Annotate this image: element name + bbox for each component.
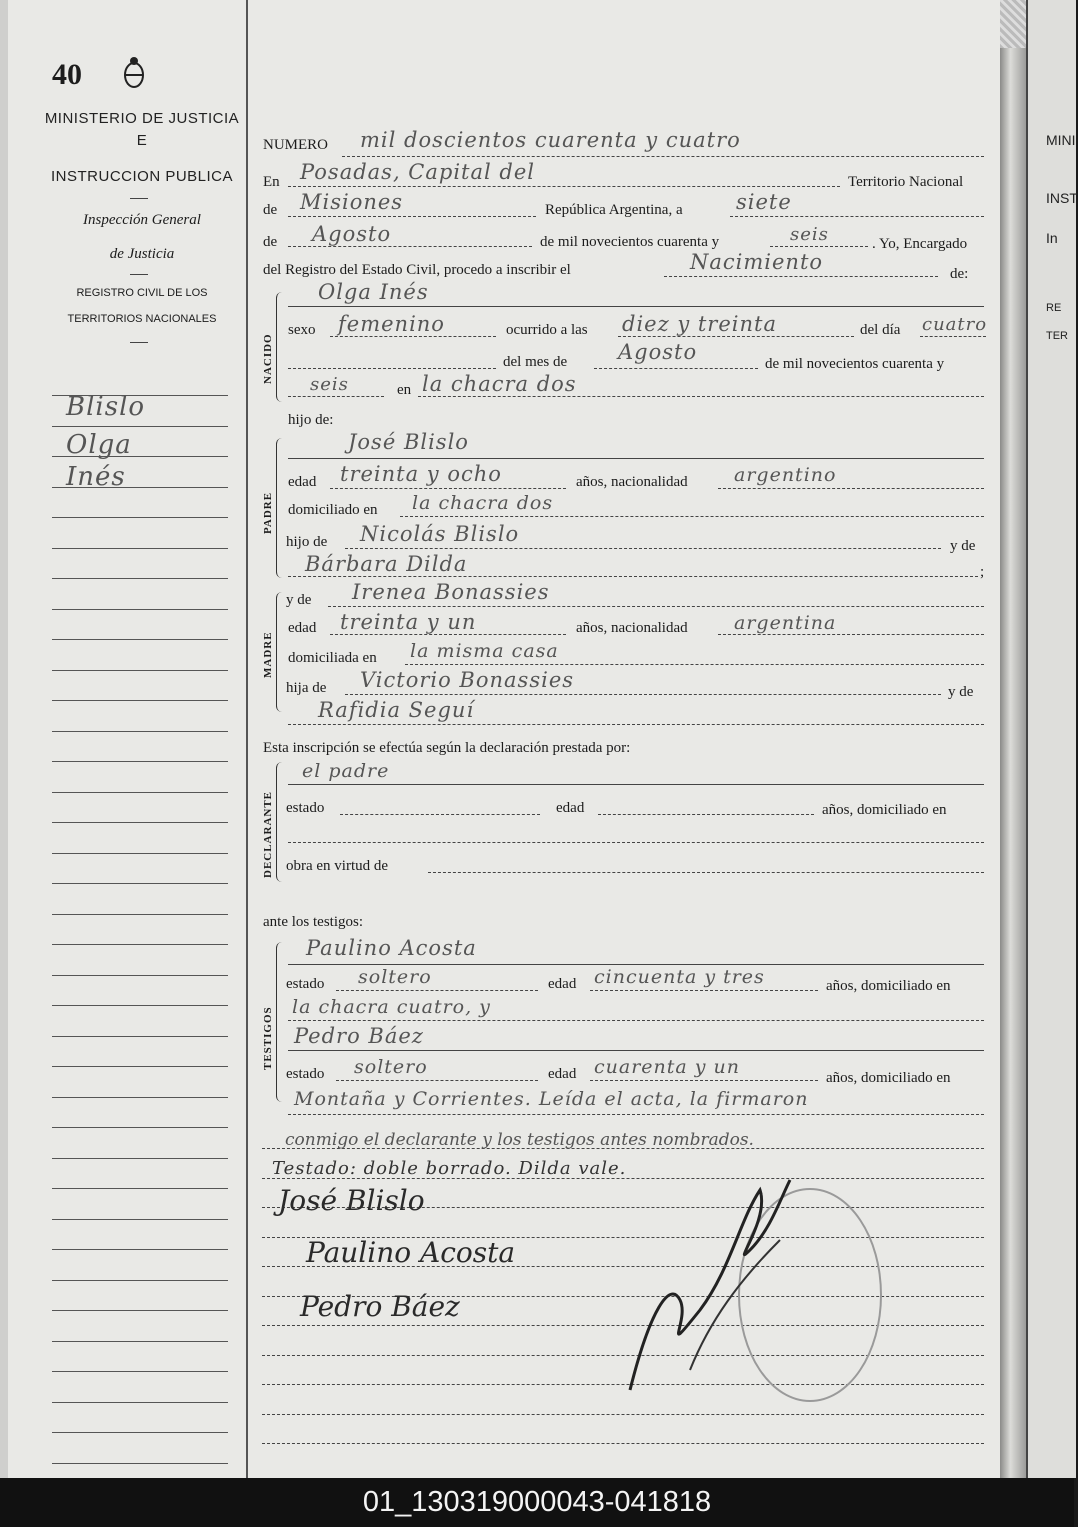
rule <box>590 1080 818 1081</box>
testigos-label: ante los testigos: <box>263 914 363 930</box>
rule <box>345 548 941 549</box>
acto-value: Nacimiento <box>690 250 824 274</box>
margin-rule <box>52 1219 228 1220</box>
de-colon: de: <box>950 266 969 282</box>
rule <box>920 336 986 337</box>
rule <box>330 488 566 489</box>
next-page-text: In <box>1046 230 1058 246</box>
testigo1-edad-value: cincuenta y tres <box>594 966 765 988</box>
y-de-label: y de <box>948 684 974 700</box>
testigo1-dom-value: la chacra cuatro, y <box>292 996 491 1018</box>
nacido-section-label: NACIDO <box>262 333 274 384</box>
rule <box>405 664 984 665</box>
rule <box>330 634 566 635</box>
signature-father: José Blislo <box>278 1184 425 1217</box>
en-label: En <box>263 174 280 190</box>
nombre-value: Olga Inés <box>318 280 429 304</box>
rule <box>342 156 984 157</box>
en-lugar-label: en <box>397 382 412 398</box>
margin-rule <box>52 1127 228 1128</box>
rule <box>345 694 941 695</box>
ocurrido-label: ocurrido a las <box>506 322 588 338</box>
rule <box>418 396 984 397</box>
numero-label: NUMERO <box>263 137 329 153</box>
padre-edad-value: treinta y ocho <box>340 462 502 486</box>
testigo2-estado-value: soltero <box>354 1056 428 1078</box>
rule <box>336 990 538 991</box>
rule <box>590 990 818 991</box>
testado-text: Testado: doble borrado. Dilda vale. <box>272 1158 627 1179</box>
section-brace <box>276 942 283 1102</box>
rule <box>770 246 868 247</box>
next-page-edge <box>1026 0 1076 1478</box>
de-label: de <box>263 234 278 250</box>
padre-padre-value: Nicolás Blislo <box>360 522 520 546</box>
rule <box>288 368 496 369</box>
declarante-section-label: DECLARANTE <box>262 790 274 878</box>
divider <box>130 198 148 199</box>
margin-rule <box>52 914 228 915</box>
rule <box>288 1020 984 1021</box>
divider <box>130 274 148 275</box>
rule <box>288 576 978 577</box>
territorio-label: Territorio Nacional <box>848 174 964 190</box>
next-page-text: INST <box>1046 190 1078 206</box>
republica-label: República Argentina, a <box>545 202 683 218</box>
rule <box>288 724 984 725</box>
coat-of-arms-icon <box>122 55 146 89</box>
margin-rule <box>52 1371 228 1372</box>
estado-label: estado <box>286 1066 325 1082</box>
hija-de-label: hija de <box>286 680 327 696</box>
madre-section-label: MADRE <box>262 631 274 678</box>
rule <box>288 306 984 307</box>
margin-rule <box>52 975 228 976</box>
y-de-label: y de <box>286 592 312 608</box>
madre-padre-value: Victorio Bonassies <box>360 668 575 692</box>
registry-line: REGISTRO CIVIL DE LOS <box>76 287 208 299</box>
anios-dom-label: años, domiciliado en <box>822 802 947 818</box>
madre-edad-value: treinta y un <box>340 610 477 634</box>
margin-rule <box>52 609 228 610</box>
rule <box>288 1050 984 1051</box>
margin-rule <box>52 792 228 793</box>
madre-dom-value: la misma casa <box>410 640 559 662</box>
margin-rule <box>52 1036 228 1037</box>
anio-value: seis <box>790 224 829 245</box>
dia-value: siete <box>736 190 792 214</box>
margin-rule <box>52 944 228 945</box>
margin-rule <box>52 1341 228 1342</box>
ministry-line: MINISTERIO DE JUSTICIA <box>44 110 240 127</box>
rule <box>336 1080 538 1081</box>
lugar-value: la chacra dos <box>422 372 577 396</box>
encargado-label: . Yo, Encargado <box>872 236 968 252</box>
rule <box>598 814 814 815</box>
rule <box>288 1114 984 1115</box>
rule <box>718 488 984 489</box>
en-value: Posadas, Capital del <box>300 160 535 184</box>
rule <box>262 1443 984 1444</box>
section-brace <box>276 438 283 578</box>
madre-value: Irenea Bonassies <box>352 580 550 604</box>
margin-rule <box>52 1158 228 1159</box>
margin-rule <box>52 670 228 671</box>
mes-nac-value: Agosto <box>618 340 698 364</box>
anios-dom-label: años, domiciliado en <box>826 1070 951 1086</box>
declarante-value: el padre <box>302 760 390 782</box>
edad-label: edad <box>548 1066 577 1082</box>
margin-rule <box>52 731 228 732</box>
mil-label: de mil novecientos cuarenta y <box>540 234 720 250</box>
rule <box>288 186 840 187</box>
testigo2-dom-value: Montaña y Corrientes. Leída el acta, la firmaron <box>294 1088 809 1110</box>
hijo-label: hijo de: <box>288 412 334 428</box>
rule <box>718 634 984 635</box>
estado-label: estado <box>286 976 325 992</box>
inscripcion-label: Esta inscripción se efectúa según la declaración prestada por: <box>263 740 631 756</box>
anios-nac-label: años, nacionalidad <box>576 620 688 636</box>
del-mes-label: del mes de <box>503 354 568 370</box>
margin-rule <box>52 1432 228 1433</box>
margin-rule <box>52 548 228 549</box>
numero-value: mil doscientos cuarenta y cuatro <box>360 128 741 152</box>
mes-value: Agosto <box>312 222 392 246</box>
section-brace <box>276 292 283 402</box>
inspection-line: de Justicia <box>109 246 175 262</box>
rule <box>262 1414 984 1415</box>
testigo2-edad-value: cuarenta y un <box>594 1056 741 1078</box>
anios-nac-label: años, nacionalidad <box>576 474 688 490</box>
page-gutter <box>1000 0 1026 1478</box>
provincia-value: Misiones <box>300 190 404 214</box>
margin-annotation: Inés <box>66 462 126 492</box>
margin-rule <box>52 883 228 884</box>
testigo2-value: Pedro Báez <box>294 1024 424 1048</box>
rule <box>594 368 758 369</box>
next-page-text: MINI <box>1046 132 1076 148</box>
registro-label: del Registro del Estado Civil, procedo a inscribir el <box>263 262 571 278</box>
rule <box>288 216 536 217</box>
dia-nac-value: cuatro <box>922 314 988 335</box>
margin-rule <box>52 1097 228 1098</box>
official-signature <box>610 1160 810 1410</box>
domiciliado-label: domiciliado en <box>288 502 378 518</box>
padre-dom-value: la chacra dos <box>412 492 554 514</box>
padre-madre-value: Bárbara Dilda <box>305 552 468 576</box>
anios-dom-label: años, domiciliado en <box>826 978 951 994</box>
margin-rule <box>52 1188 228 1189</box>
padre-section-label: PADRE <box>262 491 274 534</box>
rule <box>288 784 984 785</box>
madre-madre-value: Rafidia Seguí <box>318 698 475 722</box>
edad-label: edad <box>288 474 317 490</box>
rule <box>288 964 984 965</box>
margin-rule <box>52 426 228 427</box>
edad-label: edad <box>288 620 317 636</box>
edad-label: edad <box>548 976 577 992</box>
sexo-value: femenino <box>338 312 445 336</box>
mil-nac-label: de mil novecientos cuarenta y <box>765 356 945 372</box>
de-label: de <box>263 202 278 218</box>
margin-rule <box>52 395 228 396</box>
margin-rule <box>52 1005 228 1006</box>
margin-annotation: Olga <box>66 430 132 460</box>
hora-value: diez y treinta <box>622 312 777 336</box>
document-id-footer: 01_130319000043-041818 <box>0 1478 1074 1527</box>
rule <box>288 246 532 247</box>
margin-rule <box>52 1249 228 1250</box>
margin-rule <box>52 1402 228 1403</box>
margin-rule <box>52 822 228 823</box>
rule <box>288 458 984 459</box>
domiciliada-label: domiciliada en <box>288 650 377 666</box>
margin-rule <box>52 578 228 579</box>
semicolon: ; <box>980 564 985 580</box>
hijo-de-label: hijo de <box>286 534 328 550</box>
rule <box>428 872 984 873</box>
anio-nac-value: seis <box>310 374 349 395</box>
rule <box>340 814 540 815</box>
rule <box>400 516 984 517</box>
signature-witness2: Pedro Báez <box>300 1290 460 1323</box>
margin-rule <box>52 517 228 518</box>
margin-rule <box>52 761 228 762</box>
section-brace <box>276 762 283 882</box>
next-page-text: RE <box>1046 302 1062 314</box>
rule <box>288 842 984 843</box>
margin-annotation: Blislo <box>66 392 146 422</box>
ministry-line: INSTRUCCION PUBLICA <box>50 168 234 185</box>
padre-nac-value: argentino <box>734 464 837 486</box>
margin-rule <box>52 1280 228 1281</box>
margin-rule <box>52 639 228 640</box>
section-brace <box>276 592 283 712</box>
rule <box>328 606 984 607</box>
registry-line: TERRITORIOS NACIONALES <box>67 313 217 325</box>
margin-rule <box>52 700 228 701</box>
margin-rule <box>52 1066 228 1067</box>
testigo1-estado-value: soltero <box>358 966 432 988</box>
margin-rule <box>52 1463 228 1464</box>
rule <box>288 396 384 397</box>
signature-witness1: Paulino Acosta <box>306 1236 516 1269</box>
divider <box>130 342 148 343</box>
y-de-label: y de <box>950 538 976 554</box>
testigos-section-label: TESTIGOS <box>262 1006 274 1070</box>
margin-rule <box>52 456 228 457</box>
padre-value: José Blislo <box>348 430 469 454</box>
obra-label: obra en virtud de <box>286 858 389 874</box>
sexo-label: sexo <box>288 322 316 338</box>
margin-rule <box>52 487 228 488</box>
del-dia-label: del día <box>860 322 901 338</box>
edad-label: edad <box>556 800 585 816</box>
next-page-text: TER <box>1046 330 1068 342</box>
rule <box>330 336 496 337</box>
margin-rule <box>52 1310 228 1311</box>
testigo1-value: Paulino Acosta <box>306 936 477 960</box>
madre-nac-value: argentina <box>734 612 837 634</box>
estado-label: estado <box>286 800 325 816</box>
margin-rule <box>52 853 228 854</box>
closing-text: conmigo el declarante y los testigos antes nombrados. <box>285 1130 754 1150</box>
ministry-line: E <box>136 132 148 149</box>
rule <box>730 216 984 217</box>
rule <box>618 336 854 337</box>
rule <box>664 276 938 277</box>
folio-number: 40 <box>52 58 82 91</box>
inspection-line: Inspección General <box>83 212 201 228</box>
